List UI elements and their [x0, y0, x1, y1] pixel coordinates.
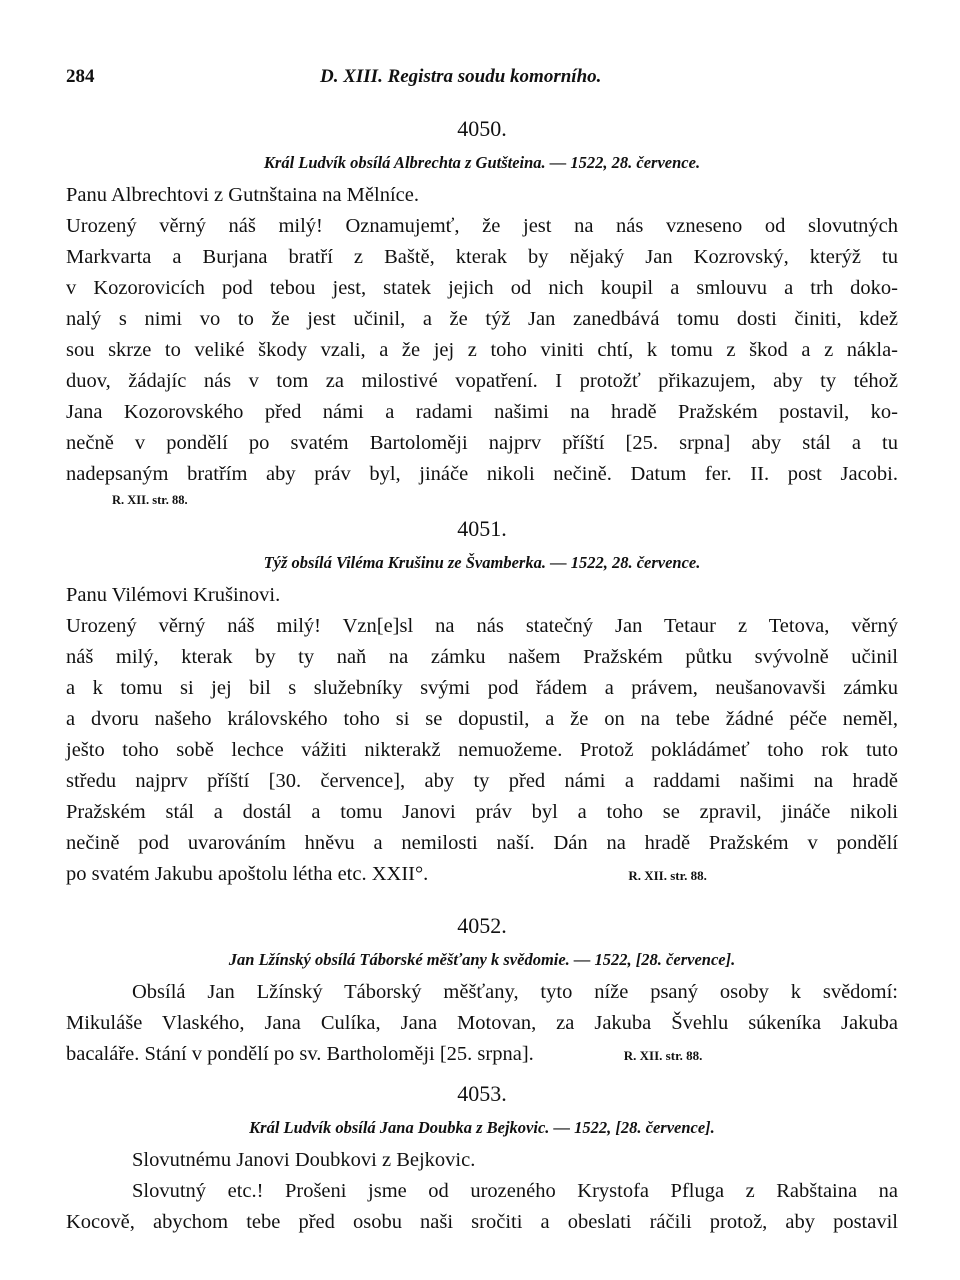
text-line: a k tomu si jej bil s služebníky svými pod řádem a právem, neušanovavši zámku	[66, 677, 898, 699]
text-line: nalý s nimi vo to že jest učinil, a že týž Jan zanedbává tomu dosti činiti, kdež	[66, 308, 898, 330]
page-number: 284	[66, 66, 95, 87]
text-line-content: bacaláře. Stání v pondělí po sv. Bartholoměji [25. srpna].	[66, 1043, 534, 1065]
entry-4052	[66, 911, 898, 1071]
text-line: a dvoru našeho královského toho si se dopustil, a že on na tebe žádné péče neměl,	[66, 708, 898, 730]
text-line: nadepsaným bratřím aby práv byl, jináče nikoli nečině. Datum fer. II. post Jacobi.	[66, 463, 898, 485]
text-line	[66, 1039, 898, 1071]
text-line: v Kozorovicích pod tebou jest, statek jejich od nich koupil a smlouvu a trh doko-	[66, 277, 898, 299]
text-line: Urozený věrný náš milý! Vzn[e]sl na nás statečný Jan Tetaur z Tetova, věrný	[66, 615, 898, 637]
entry-heading: Král Ludvík obsílá Albrechta z Gutšteina. — 1522, 28. července.	[263, 153, 701, 172]
text-line: Slovutnému Janovi Doubkovi z Bejkovic.	[132, 1149, 476, 1171]
page-header	[66, 66, 898, 96]
text-line: středu najprv příští [30. července], aby ty před námi a raddami našimi na hradě	[66, 770, 898, 792]
text-line: Jana Kozorovského před námi a radami našimi na hradě Pražském postavil, ko-	[66, 401, 898, 423]
text-line: Urozený věrný náš milý! Oznamujemť, že jest na nás vzneseno od slovutných	[66, 215, 898, 237]
text-line: Obsílá Jan Lžínský Táborský měšťany, tyto níže psaný osoby k svědomí:	[132, 981, 898, 1003]
entry-heading: Král Ludvík obsílá Jana Doubka z Bejkovic. — 1522, [28. července].	[249, 1118, 715, 1137]
running-head: D. XIII. Registra soudu komorního.	[320, 66, 602, 87]
text-line: náš milý, kterak by ty naň na zámku našem Pražském půtku svývolně učinil	[66, 646, 898, 668]
text-line: nečině pod uvarováním hněvu a nemilosti naší. Dán na hradě Pražském v pondělí	[66, 832, 898, 854]
text-line: Markvarta a Burjana bratří z Baště, kterak by nějaký Jan Kozrovský, kterýž tu	[66, 246, 898, 268]
entry-4051	[66, 514, 898, 891]
text-line-content: po svatém Jakubu apoštolu létha etc. XXII°.	[66, 863, 429, 885]
text-line: ješto toho sobě lechce vážiti nikterakž nemuožeme. Protož pokládámeť toho rok tuto	[66, 739, 898, 761]
entry-number: 4053.	[457, 1081, 507, 1106]
archive-reference: R. XII. str. 88.	[628, 868, 707, 883]
archive-reference: R. XII. str. 88.	[112, 493, 188, 507]
text-line: Mikuláše Vlaského, Jana Culíka, Jana Motovan, za Jakuba Švehlu súkeníka Jakuba	[66, 1012, 898, 1034]
entry-4053	[66, 1079, 898, 1238]
entry-heading: Jan Lžínský obsílá Táborské měšťany k svědomie. — 1522, [28. července].	[228, 950, 736, 969]
entry-heading: Týž obsílá Viléma Krušinu ze Švamberka. — 1522, 28. července.	[263, 553, 701, 572]
text-line: Panu Vilémovi Krušinovi.	[66, 584, 281, 606]
text-line: duov, žádajíc nás v tom za milostivé vopatření. I protožť přikazujem, aby ty téhož	[66, 370, 898, 392]
entry-number: 4050.	[457, 116, 507, 141]
text-line: nečně v pondělí po svatém Bartoloměji najprv příští [25. srpna] aby stál a tu	[66, 432, 898, 454]
text-line	[66, 859, 898, 891]
page-body	[66, 114, 898, 1238]
entry-number: 4051.	[457, 516, 507, 541]
text-line: Kocově, abychom tebe před osobu naši sročiti a obeslati ráčili protož, aby postavil	[66, 1211, 898, 1233]
text-line: Slovutný etc.! Prošeni jsme od urozeného Krystofa Pfluga z Rabštaina na	[132, 1180, 898, 1202]
text-line: sou skrze to veliké škody vzali, a že jej z toho viniti chtí, k tomu z škod a z nákla-	[66, 339, 898, 361]
text-line: Pražském stál a dostál a tomu Janovi práv byl a toho se zpravil, jináče nikoli	[66, 801, 898, 823]
text-line: Panu Albrechtovi z Gutnštaina na Mělníce.	[66, 184, 419, 206]
entry-number: 4052.	[457, 913, 507, 938]
entry-4050	[66, 114, 898, 510]
archive-reference: R. XII. str. 88.	[623, 1048, 703, 1063]
